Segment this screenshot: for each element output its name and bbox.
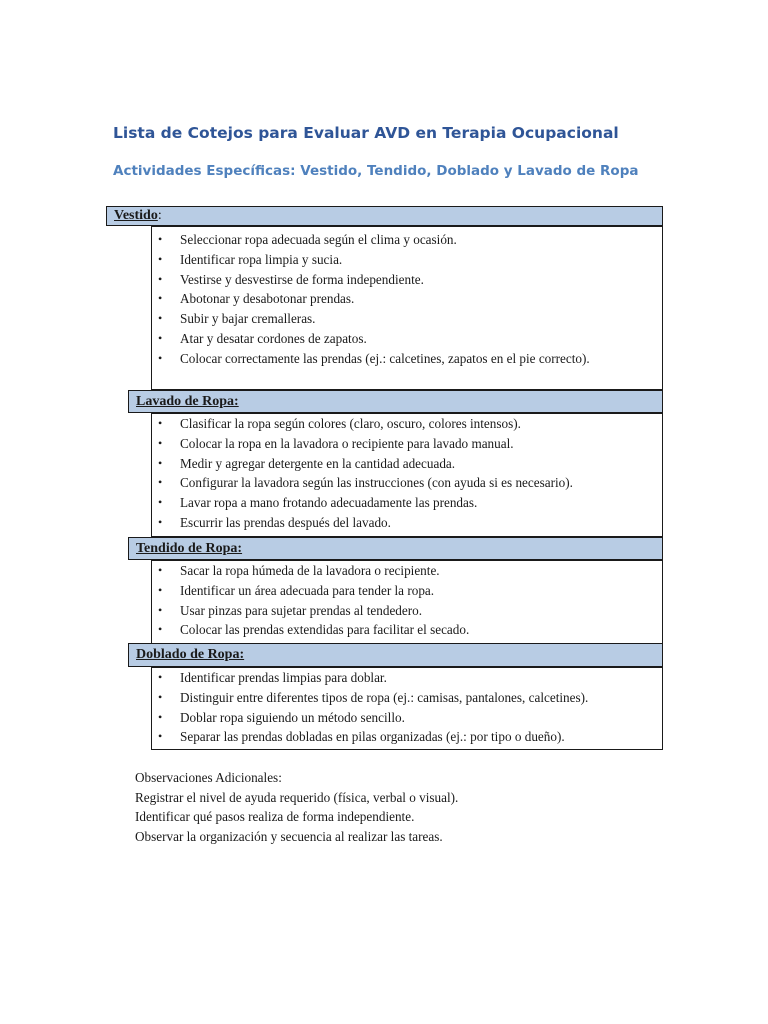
observations-heading: Observaciones Adicionales: (135, 770, 282, 785)
list-item: • Usar pinzas para sujetar prendas al tendedero. (152, 601, 469, 621)
bullet-icon: • (158, 495, 163, 510)
bullet-icon: • (158, 251, 163, 266)
list-item: • Identificar ropa limpia y sucia. (152, 250, 590, 270)
list-item: • Escurrir las prendas después del lavado. (152, 513, 573, 533)
list-item: • Distinguir entre diferentes tipos de ropa (ej.: camisas, pantalones, calcetines). (152, 688, 588, 708)
bullet-icon: • (158, 689, 163, 704)
list-item: • Identificar prendas limpias para doblar. (152, 668, 588, 688)
list-item: • Identificar un área adecuada para tender la ropa. (152, 581, 469, 601)
list-item: • Vestirse y desvestirse de forma independiente. (152, 270, 590, 290)
section-heading-label: Vestido (114, 208, 158, 223)
list-item: • Seleccionar ropa adecuada según el clima y ocasión. (152, 230, 590, 250)
section-heading-lavado (128, 390, 663, 413)
list-item: • Abotonar y desabotonar prendas. (152, 289, 590, 309)
bullet-icon: • (158, 709, 163, 724)
observation-line: Observar la organización y secuencia al realizar las tareas. (135, 828, 443, 844)
bullet-icon: • (158, 311, 163, 326)
bullet-icon: • (158, 622, 163, 637)
section-heading-tendido (128, 537, 663, 560)
bullet-icon: • (158, 435, 163, 450)
section-heading-suffix: : (157, 208, 162, 223)
bullet-icon: • (158, 729, 163, 744)
document-subtitle: Actividades Específicas: Vestido, Tendido, Doblado y Lavado de Ropa (113, 163, 639, 179)
bullet-icon: • (158, 330, 163, 345)
bullet-icon: • (158, 455, 163, 470)
bullet-icon: • (158, 602, 163, 617)
section-heading-label: Tendido de Ropa: (136, 541, 243, 556)
list-item: • Medir y agregar detergente en la cantidad adecuada. (152, 454, 573, 474)
section-heading-vestido (106, 206, 663, 226)
bullet-icon: • (158, 514, 163, 529)
section-list-lavado (151, 413, 663, 537)
bullet-icon: • (158, 563, 163, 577)
list-item: • Colocar correctamente las prendas (ej.: calcetines, zapatos en el pie correcto). (152, 349, 590, 369)
list-item: • Colocar la ropa en la lavadora o recipiente para lavado manual. (152, 434, 573, 454)
list-item: • Sacar la ropa húmeda de la lavadora o recipiente. (152, 561, 469, 581)
bullet-icon: • (158, 475, 163, 490)
list-item: • Atar y desatar cordones de zapatos. (152, 329, 590, 349)
list-item: • Separar las prendas dobladas en pilas organizadas (ej.: por tipo o dueño). (152, 727, 588, 747)
observation-line: Registrar el nivel de ayuda requerido (física, verbal o visual). (135, 789, 459, 805)
bullet-icon: • (158, 271, 163, 286)
list-item: • Doblar ropa siguiendo un método sencillo. (152, 708, 588, 728)
bullet-icon: • (158, 232, 163, 246)
list-item: • Lavar ropa a mano frotando adecuadamente las prendas. (152, 493, 573, 513)
section-list-tendido (151, 560, 663, 644)
document-title: Lista de Cotejos para Evaluar AVD en Terapia Ocupacional (113, 124, 619, 142)
section-list-vestido (151, 226, 663, 390)
bullet-icon: • (158, 582, 163, 597)
bullet-icon: • (158, 350, 163, 365)
section-heading-label: Lavado de Ropa: (136, 394, 239, 409)
section-list-doblado (151, 667, 663, 750)
observation-line: Identificar qué pasos realiza de forma independiente. (135, 809, 415, 824)
bullet-icon: • (158, 670, 163, 684)
observations-block (135, 768, 458, 846)
list-item: • Subir y bajar cremalleras. (152, 309, 590, 329)
list-item: • Configurar la lavadora según las instrucciones (con ayuda si es necesario). (152, 473, 573, 493)
section-heading-label: Doblado de Ropa: (136, 647, 245, 662)
list-item: • Clasificar la ropa según colores (claro, oscuro, colores intensos). (152, 414, 573, 434)
bullet-icon: • (158, 416, 163, 430)
section-heading-doblado (128, 643, 663, 667)
list-item: • Colocar las prendas extendidas para facilitar el secado. (152, 620, 469, 640)
bullet-icon: • (158, 291, 163, 306)
